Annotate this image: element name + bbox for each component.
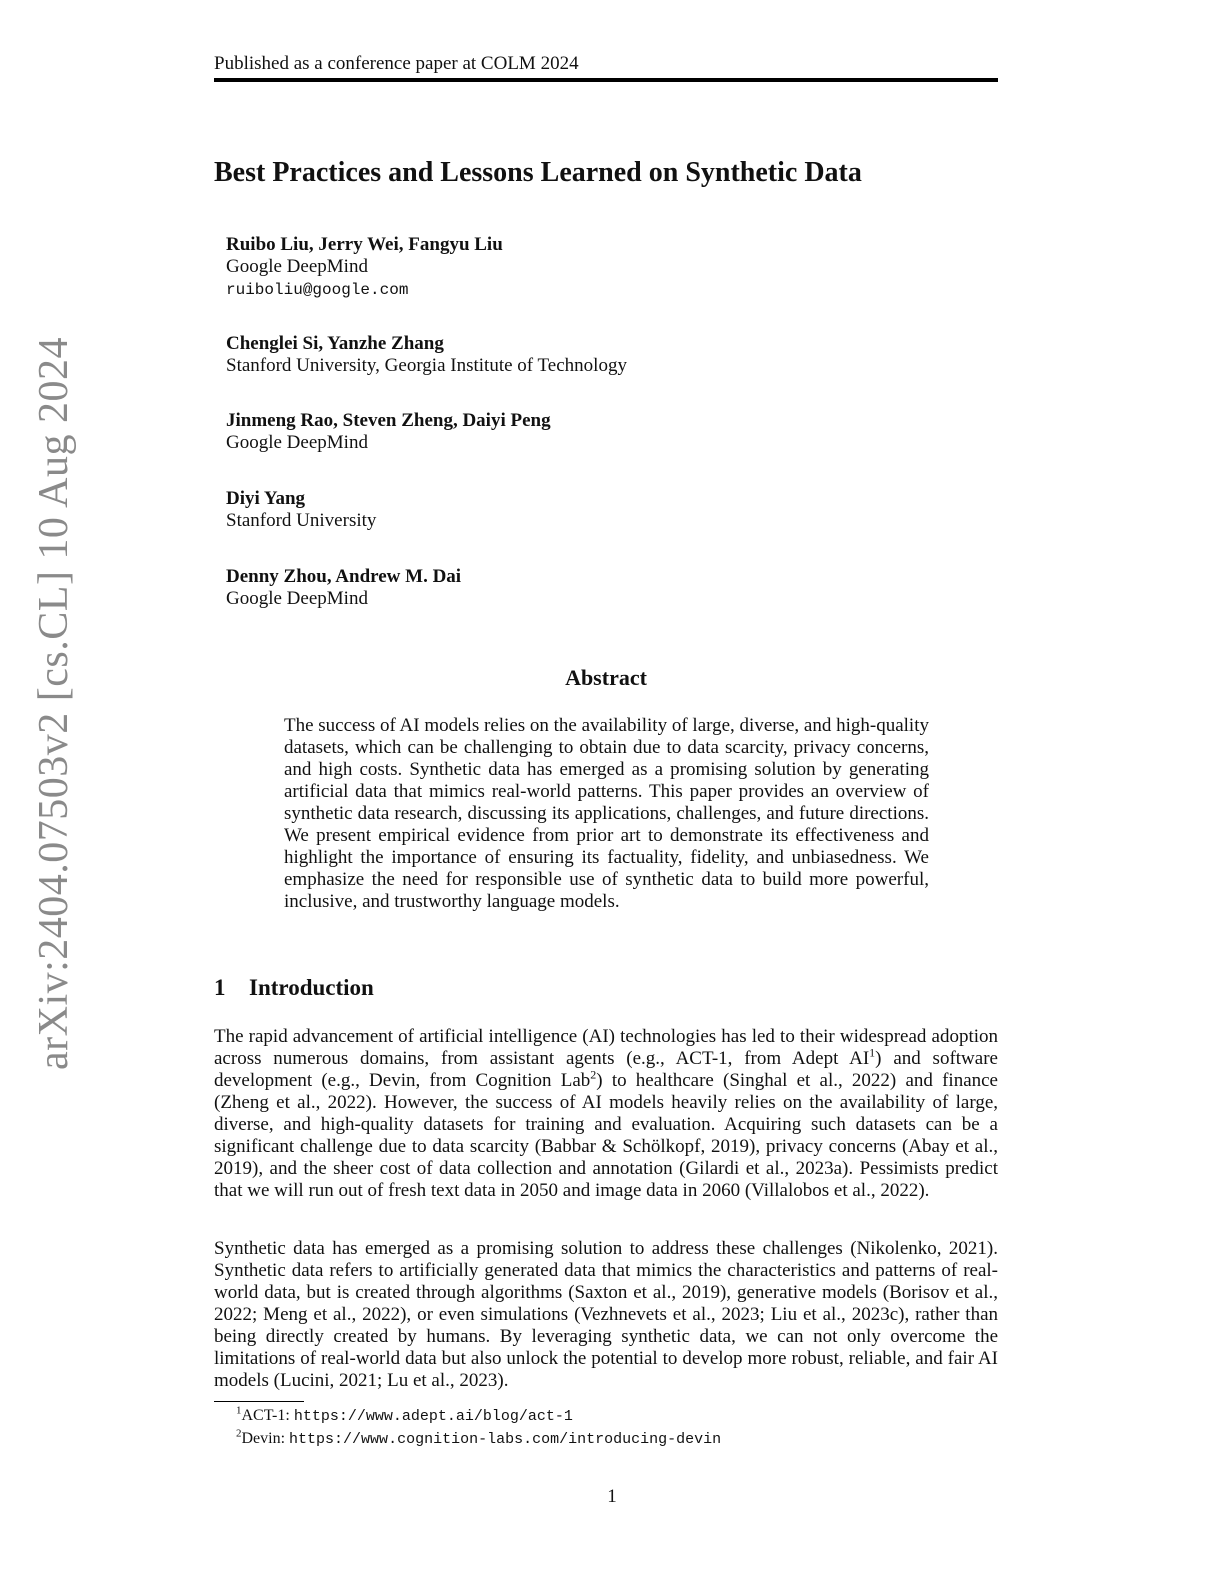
footnote-1 — [236, 1406, 573, 1427]
footnote-label: Devin: — [241, 1430, 290, 1447]
footnote-label: ACT-1: — [241, 1407, 294, 1424]
page-number: 1 — [607, 1486, 617, 1507]
section-title: Introduction — [249, 975, 374, 1000]
footnote-ref-1[interactable]: 1 — [869, 1045, 876, 1060]
footnote-url-link[interactable]: https://www.cognition-labs.com/introducing-devin — [289, 1431, 722, 1448]
author-group-3 — [226, 410, 986, 454]
footnote-2 — [236, 1429, 721, 1450]
author-names: Ruibo Liu, Jerry Wei, Fangyu Liu — [226, 234, 503, 255]
abstract-heading: Abstract — [565, 665, 647, 690]
author-names: Jinmeng Rao, Steven Zheng, Daiyi Peng — [226, 410, 551, 431]
intro-paragraph-1-part-a: The rapid advancement of artificial intelligence (AI) technologies has led to their widespread adoption across numerous domains, from assistant agents (e.g., ACT-1, from Adept AI — [214, 1026, 998, 1069]
running-head: Published as a conference paper at COLM 2024 — [214, 52, 998, 82]
paper-title: Best Practices and Lessons Learned on Synthetic Data — [214, 157, 862, 188]
footnote-mark: 1 — [236, 1404, 242, 1417]
footnote-url-link[interactable]: https://www.adept.ai/blog/act-1 — [293, 1408, 573, 1425]
author-affiliation: Google DeepMind — [226, 432, 368, 453]
author-group-5 — [226, 566, 986, 610]
author-names: Chenglei Si, Yanzhe Zhang — [226, 333, 444, 354]
intro-paragraph-1-part-c: ) to healthcare (Singhal et al., 2022) and finance (Zheng et al., 2022). However, the success of AI models heavily relies on the availability of large, diverse, and high-quality datasets for training and evaluation. Acquiring such datasets can be a significant challenge due to data scarcity (Babbar & Schölkopf, 2019), privacy concerns (Abay et al., 2019), and the sheer cost of data collection and annotation (Gilardi et al., 2023a). Pessimists predict that we will run out of fresh text data in 2050 and image data in 2060 (Villalobos et al., 2022). — [214, 1070, 998, 1201]
section-heading-introduction — [214, 974, 374, 1002]
author-group-2 — [226, 333, 986, 377]
section-number: 1 — [214, 975, 226, 1000]
author-affiliation: Stanford University — [226, 510, 377, 531]
author-names: Denny Zhou, Andrew M. Dai — [226, 566, 462, 587]
footnote-ref-2[interactable]: 2 — [590, 1067, 597, 1082]
author-names: Diyi Yang — [226, 488, 306, 509]
arxiv-identifier-stamp[interactable]: arXiv:2404.07503v2 [cs.CL] 10 Aug 2024 — [31, 337, 77, 1070]
author-group-1 — [226, 234, 986, 302]
author-affiliation: Google DeepMind — [226, 588, 368, 609]
footnote-divider — [214, 1401, 304, 1402]
author-email[interactable]: ruiboliu@google.com — [226, 281, 409, 299]
intro-paragraph-2: Synthetic data has emerged as a promising solution to address these challenges (Nikolenko, 2021). Synthetic data refers to artificially generated data that mimics the characteristics and patterns of real-world data, but is created through algorithms (Saxton et al., 2019), generative models (Borisov et al., 2022; Meng et al., 2022), or even simulations (Vezhnevets et al., 2023; Liu et al., 2023c), rather than being directly created by humans. By leveraging synthetic data, we can not only overcome the limitations of real-world data but also unlock the potential to develop more robust, reliable, and fair AI models (Lucini, 2021; Lu et al., 2023). — [214, 1238, 998, 1391]
footnote-mark: 2 — [236, 1427, 242, 1440]
abstract-body: The success of AI models relies on the availability of large, diverse, and high-quality datasets, which can be challenging to obtain due to data scarcity, privacy concerns, and high costs. Synthetic data has emerged as a promising solution by generating artificial data that mimics real-world patterns. This paper provides an overview of synthetic data research, discussing its applications, challenges, and future directions. We present empirical evidence from prior art to demonstrate its effectiveness and highlight the importance of ensuring its factuality, fidelity, and unbiasedness. We emphasize the need for responsible use of synthetic data to build more powerful, inclusive, and trustworthy language models. — [284, 715, 929, 912]
intro-paragraph-1-part-b: ) and software development (e.g., Devin, from Cognition Lab — [214, 1048, 998, 1091]
intro-paragraph-1 — [214, 1026, 998, 1202]
author-affiliation: Stanford University, Georgia Institute of Technology — [226, 355, 627, 376]
author-group-4 — [226, 488, 986, 532]
author-affiliation: Google DeepMind — [226, 256, 368, 277]
